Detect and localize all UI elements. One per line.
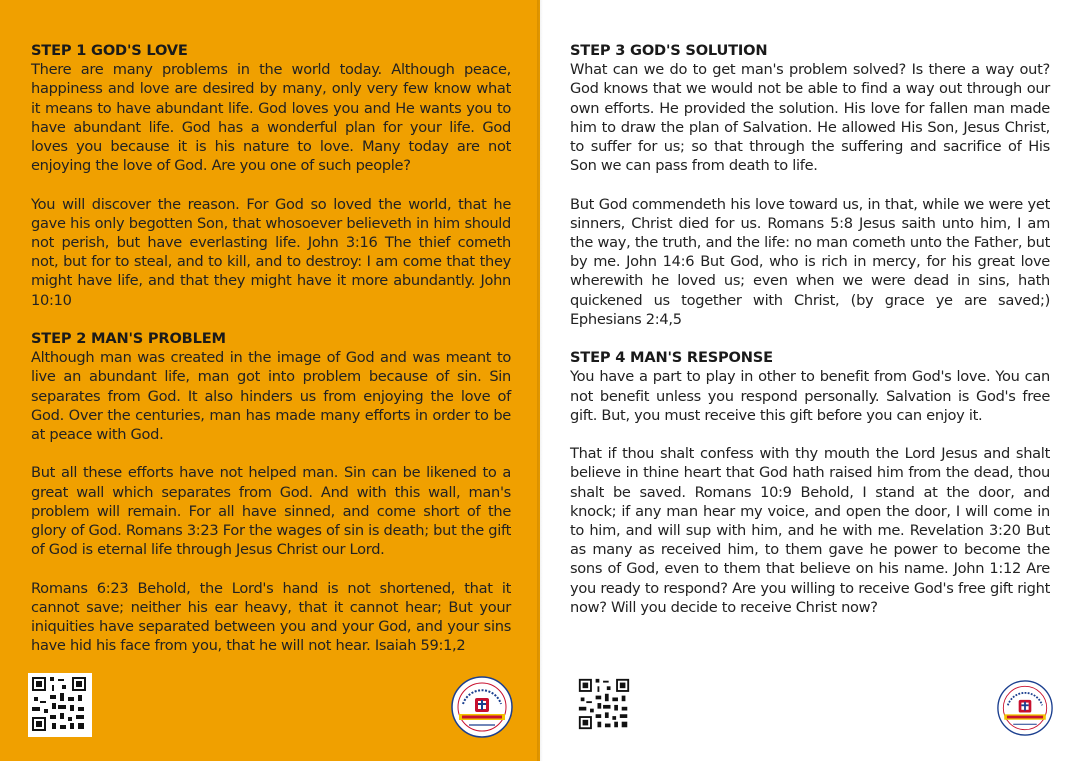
step3-paragraph: What can we do to get man's problem solved? Is there a way out? God knows that we would not be able to find a way out through our own efforts. He provided the solution. His love for fallen man made him to draw the plan of Salvation. He allowed His Son, Jesus Christ, to suffer for us; so that through the suffering and sacrifice of His Son we can pass from death to life. xyxy=(570,61,1050,175)
step2-paragraph: But all these efforts have not helped man. Sin can be likened to a great wall which separates from God. And with this wall, man's problem will remain. For all have sinned, and come short of the glory of God. Romans 3:23 For the wages of sin is death; but the gift of God is eternal life through Jesus Christ our Lord. xyxy=(31,464,511,559)
qr-code-icon[interactable] xyxy=(28,673,92,737)
step1-section xyxy=(31,41,511,310)
step3-paragraph: But God commendeth his love toward us, in that, while we were yet sinners, Christ died for us. Romans 5:8 Jesus saith unto him, I am the way, the truth, and the life: no man cometh unto the Father, but by me. John 14:6 But God, who is rich in mercy, for his great love wherewith he loved us; even when we were dead in sins, hath quickened us together with Christ, (by grace ye are saved;) Ephesians 2:4,5 xyxy=(570,195,1050,328)
church-seal-graphic xyxy=(451,676,513,738)
step1-heading: STEP 1 GOD'S LOVE xyxy=(31,42,188,59)
right-page xyxy=(540,0,1080,761)
church-seal-graphic xyxy=(997,680,1053,736)
church-seal-logo xyxy=(997,680,1059,742)
step4-heading: STEP 4 MAN'S RESPONSE xyxy=(570,349,773,367)
qr-code-graphic xyxy=(30,675,88,733)
step2-heading: STEP 2 MAN'S PROBLEM xyxy=(31,330,226,348)
step2-paragraph: Romans 6:23 Behold, the Lord's hand is not shortened, that it cannot save; neither his ear heavy, that it cannot hear; But your iniquities have separated between you and your God, and your sins have hid his face from you, that he will not hear. Isaiah 59:1,2 xyxy=(31,579,511,655)
right-column xyxy=(570,41,1050,636)
step4-paragraph: That if thou shalt confess with thy mouth the Lord Jesus and shalt believe in thine heart that God hath raised him from the dead, thou shalt be saved. Romans 10:9 Behold, I stand at the door, and knock; if any man hear my voice, and open the door, I will come in to him, and will sup with him, and he with me. Revelation 3:20 But as many as received him, to them gave he power to become the sons of God, even to them that believe on his name. John 1:12 Are you ready to respond? Are you willing to receive God's free gift right now? Will you decide to receive Christ now? xyxy=(570,445,1050,616)
church-seal-logo xyxy=(451,676,513,738)
step1-paragraph: You will discover the reason. For God so loved the world, that he gave his only begotten Son, that whosoever believeth in him should not perish, but have everlasting life. John 3:16 The thief cometh not, but for to steal, and to kill, and to destroy: I am come that they might have life, and that they might have it more abundantly. John 10:10 xyxy=(31,195,511,309)
step4-section xyxy=(570,348,1050,617)
left-column xyxy=(31,41,511,675)
step1-paragraph: There are many problems in the world today. Although peace, happiness and love are desired by many, only very few know what it means to have abundant life. God loves you and He wants you to have abundant life. God has a wonderful plan for your life. God loves you because it is his nature to love. Many today are not enjoying the love of God. Are you one of such people? xyxy=(31,61,511,175)
step3-heading: STEP 3 GOD'S SOLUTION xyxy=(570,42,768,59)
step3-section xyxy=(570,41,1050,329)
qr-code-graphic xyxy=(577,677,631,731)
qr-code-icon[interactable] xyxy=(575,675,637,737)
step2-section xyxy=(31,329,511,655)
step4-paragraph: You have a part to play in other to benefit from God's love. You can not benefit unless you respond personally. Salvation is God's free gift. But, you must receive this gift before you can enjoy it. xyxy=(570,368,1050,424)
page-fold-shadow xyxy=(537,0,543,761)
step2-paragraph: Although man was created in the image of God and was meant to live an abundant life, man got into problem because of sin. Sin separates from God. It also hinders us from enjoying the love of God. Over the centuries, man has made many efforts in order to be at peace with God. xyxy=(31,349,511,444)
